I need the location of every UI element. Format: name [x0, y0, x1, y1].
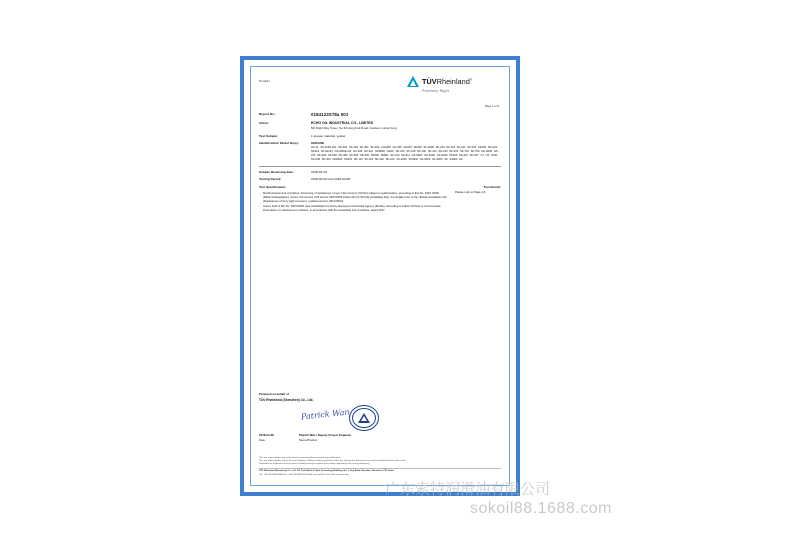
signer-name-position: Patrick Wan / Deputy Project Engineer — [299, 433, 352, 438]
client-address: 5/F Right Way Tower, No.33 Hong Kok Road, Kowloon, Hong Kong — [311, 125, 397, 130]
footer-line: Publication or duplication of test results including excerpts requires prior written approval by the issuing laboratory. — [259, 463, 370, 466]
issuing-company: TÜV Rheinland (Shenzhen) Co., Ltd. — [259, 398, 314, 402]
field-value: 2018-03-26 — [311, 169, 327, 174]
field-value: 2018-03-26 until 2018-04-08 — [311, 176, 351, 181]
date-label: Date — [259, 438, 265, 443]
watermark-site-url: sokoil88.1688.com — [470, 500, 612, 517]
list-item-text: RoHS Assessment of Articles: Screening of substances of very high concern (SVHC) subject to authorisation, according to EU-No. 1907 /2006 (REACH-Regulation), Annex XIV (Annex XVII and its 1907/2006 Article 59 (1)/ 59 (10) (candidate list)). For details refer to the "ECHA Candidate List" (Substances of Very High Concern), updated version 2017/06/19. — [263, 191, 448, 204]
field-label: Report No.: — [259, 112, 276, 116]
prepared-on-behalf-label: Prepared on behalf of — [259, 392, 289, 397]
results-body — [259, 191, 501, 212]
results-heading-row — [259, 185, 501, 189]
model-number-list: GK-11 SK-016S-201 SK-202 SK-203 SK-301 SK-302 CHAMP CH-300 SG215 SK230 SK-2000 SK-210 SK-115 SK-011 SK-015 SK400 SK-H01 SK210 SK-001F1 GK-205LH-02 GK-208 GK-321 GK6800 GK2C SK-103 SK-218 SK-100 SK-101 SK-210 SK-315 SK-701 SK-706 GK-3000 GK-370 SK-020 SK-530 SK-360 SK-505 SK-235 SK800 SK801 SK-310 SK-311 GK-9000 GK-9100 GK-9200 SK225 SK-021 SK-047 C1 US SK21 SK-048 SK-003 GK8020 SK301 SK-113 SK-119 SK-310 SK-100 SK-2200 SK3002 SK-3003 SK-3004 SK S3000 H0 — [311, 145, 499, 161]
field-client — [259, 121, 501, 131]
signature-date: 2018-04-08 — [259, 433, 274, 438]
field-report-no — [259, 112, 501, 118]
list-item-text: Annex XVII of EC-No. 1907/2006 (test candidates) for list by European Chemicals Agency (ECHA), according to Article 33 Duty to communicate information on substances in articles, in accordance with the Candidate List of Articles, dated 2017. — [263, 203, 441, 212]
registered-mark: ® — [469, 77, 473, 82]
field-test-sample — [259, 134, 501, 138]
field-value: 0184123S78a 001 — [311, 112, 349, 117]
field-value — [311, 121, 501, 131]
bullet-dash-icon: - — [259, 191, 260, 196]
field-label: Testing Period: — [259, 176, 282, 181]
test-specification-heading: Test Specification: — [259, 184, 287, 189]
result-note: Please refer to Page 2-9 — [455, 190, 486, 195]
footer-line: This test report applies only to the test sample(s). Without written permission of the test institute this document may not be reproduced other than in full. — [259, 459, 406, 462]
field-label: Client: — [259, 120, 269, 125]
document-header — [259, 75, 501, 109]
brand-name — [422, 77, 472, 87]
product-label: Produkt — [259, 79, 270, 83]
document-border-inner — [250, 66, 510, 486]
document-border-outer — [240, 56, 520, 496]
watermark-company-chinese: 广东索特润滑油有限公司 — [385, 480, 551, 498]
divider — [259, 166, 501, 167]
signature-roles-row — [259, 439, 501, 443]
field-value: 1 grease material, yellow — [311, 133, 346, 138]
page-number: Page 1 of 9 — [484, 104, 499, 108]
list-item — [259, 204, 449, 212]
certificate-page — [259, 75, 501, 477]
field-value — [311, 141, 501, 162]
specification-text — [259, 191, 455, 212]
tuv-rheinland-logo — [407, 75, 499, 94]
bullet-dash-icon: - — [259, 203, 260, 208]
field-identification — [259, 141, 501, 162]
signature-names-row — [259, 434, 501, 438]
name-position-label: Name/Position — [299, 438, 318, 443]
footer-line: This test report relates only to the item(s) tested and does not imply any certification. — [259, 456, 341, 459]
footer-line: TÜV Rheinland (Shenzhen) Co., Ltd. 3/F, Tech Block 2, East Technology Building, No. 1, Keji Road, Nanshan, Shenzhen, P.R. China — [259, 470, 395, 473]
signature-block — [259, 393, 501, 443]
client-name: ECHO OIL INDUSTRIAL CO., LIMITED — [311, 120, 374, 125]
field-testing-period — [259, 177, 501, 181]
company-stamp-icon — [345, 405, 385, 433]
list-item — [259, 191, 449, 204]
field-label: Identification/ Model No(s): — [259, 140, 299, 145]
signature-area — [259, 404, 501, 434]
document-footer — [259, 457, 501, 477]
handwritten-signature: Patrick Wan — [300, 407, 350, 422]
test-result-heading: Test Result: — [483, 184, 501, 189]
footer-line: Tel.: +86-755-8828 0888 Fax: +86-755-8828 0000 Mail: service@tuv.com Web: www.tuv.com — [259, 473, 349, 476]
footer-divider — [259, 468, 501, 469]
tuv-triangle-icon — [407, 75, 420, 88]
grease-label: GREASE — [311, 140, 325, 145]
brand-name-rheinland: Rheinland — [436, 76, 470, 86]
field-sample-receiving-date — [259, 170, 501, 174]
brand-name-tuv: TÜV — [422, 76, 437, 86]
field-label: Test Sample: — [259, 133, 279, 138]
field-label: Sample Receiving date: — [259, 169, 294, 174]
brand-slogan: Precisely Right. — [422, 89, 451, 93]
